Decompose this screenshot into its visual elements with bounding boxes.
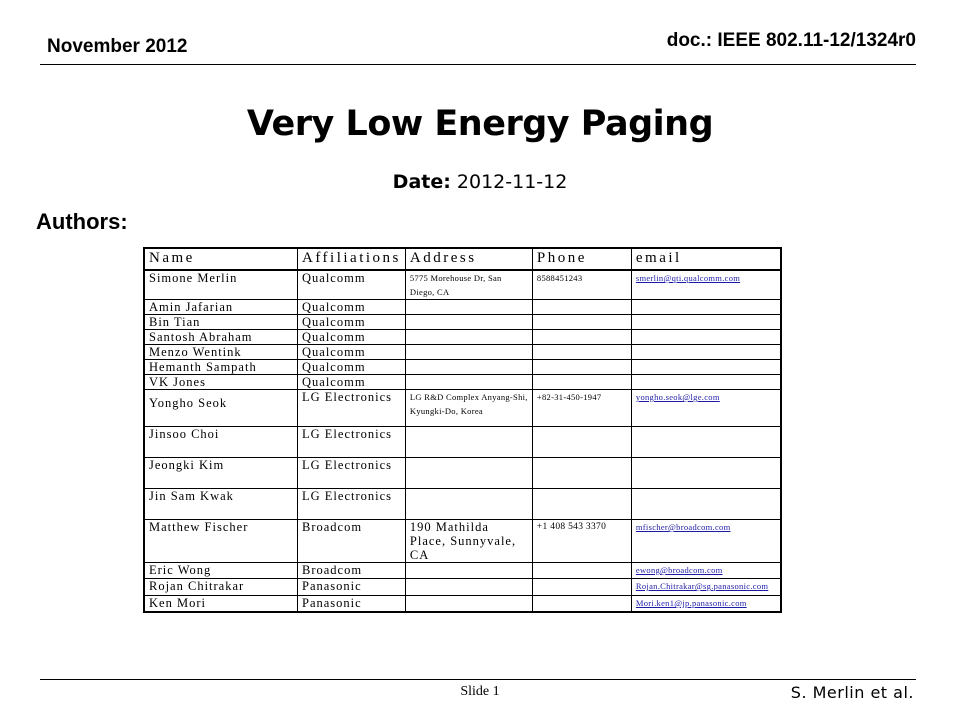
- author-email: [631, 300, 781, 315]
- author-address: [405, 345, 532, 360]
- table-row: [144, 315, 781, 330]
- author-affiliation: LG Electronics: [298, 427, 406, 458]
- date-value: 2012-11-12: [456, 171, 568, 193]
- author-email: [631, 345, 781, 360]
- column-header-phone: Phone: [532, 248, 631, 270]
- author-email: [631, 427, 781, 458]
- author-affiliation: LG Electronics: [298, 390, 406, 427]
- author-name: Ken Mori: [144, 596, 298, 613]
- email-link[interactable]: yongho.seok@lge.com: [635, 392, 720, 402]
- table-row: [144, 300, 781, 315]
- author-address: [405, 579, 532, 596]
- header-divider: [40, 64, 916, 65]
- table-row: [144, 458, 781, 489]
- author-affiliation: Panasonic: [298, 579, 406, 596]
- author-affiliation: Qualcomm: [298, 270, 406, 300]
- authors-table: [143, 247, 782, 613]
- email-link[interactable]: ewong@broadcom.com: [635, 565, 723, 575]
- date-label: Date:: [392, 171, 451, 193]
- author-address: [405, 360, 532, 375]
- table-row: [144, 390, 781, 427]
- column-header-address: Address: [405, 248, 532, 270]
- author-address: [405, 300, 532, 315]
- author-name: Simone Merlin: [144, 270, 298, 300]
- table-row: [144, 596, 781, 613]
- author-address: [405, 489, 532, 520]
- author-address: [405, 315, 532, 330]
- author-email: [631, 520, 781, 563]
- table-row: [144, 330, 781, 345]
- footer-divider: [40, 679, 916, 680]
- author-name: Santosh Abraham: [144, 330, 298, 345]
- slide-title: Very Low Energy Paging: [246, 104, 714, 144]
- author-email: [631, 270, 781, 300]
- author-address: 190 Mathilda Place, Sunnyvale, CA: [405, 520, 532, 563]
- author-address: 5775 Morehouse Dr, San Diego, CA: [405, 270, 532, 300]
- author-phone: [532, 489, 631, 520]
- author-name: Jinsoo Choi: [144, 427, 298, 458]
- author-affiliation: Qualcomm: [298, 315, 406, 330]
- table-header-row: [144, 248, 781, 270]
- author-phone: [532, 375, 631, 390]
- author-name: Eric Wong: [144, 563, 298, 579]
- author-email: [631, 458, 781, 489]
- author-phone: +82-31-450-1947: [532, 390, 631, 427]
- author-address: [405, 427, 532, 458]
- header-date: November 2012: [47, 36, 188, 57]
- table-row: [144, 360, 781, 375]
- author-affiliation: LG Electronics: [298, 489, 406, 520]
- author-name: Hemanth Sampath: [144, 360, 298, 375]
- author-name: Rojan Chitrakar: [144, 579, 298, 596]
- author-phone: 8588451243: [532, 270, 631, 300]
- author-phone: +1 408 543 3370: [532, 520, 631, 563]
- author-email: [631, 375, 781, 390]
- column-header-email: email: [631, 248, 781, 270]
- document-id: doc.: IEEE 802.11-12/1324r0: [666, 30, 916, 51]
- author-phone: [532, 596, 631, 613]
- author-name: Matthew Fischer: [144, 520, 298, 563]
- author-affiliation: Qualcomm: [298, 360, 406, 375]
- table-row: [144, 563, 781, 579]
- author-name: Bin Tian: [144, 315, 298, 330]
- author-phone: [532, 300, 631, 315]
- author-phone: [532, 315, 631, 330]
- author-affiliation: Panasonic: [298, 596, 406, 613]
- author-name: Yongho Seok: [144, 390, 298, 427]
- author-address: [405, 458, 532, 489]
- authors-label: Authors:: [36, 209, 128, 234]
- author-phone: [532, 563, 631, 579]
- author-affiliation: Qualcomm: [298, 375, 406, 390]
- author-email: [631, 596, 781, 613]
- author-email: [631, 390, 781, 427]
- author-name: Jeongki Kim: [144, 458, 298, 489]
- table-row: [144, 270, 781, 300]
- author-phone: [532, 345, 631, 360]
- author-address: LG R&D Complex Anyang-Shi, Kyungki-Do, Korea: [405, 390, 532, 427]
- author-email: [631, 489, 781, 520]
- author-address: [405, 330, 532, 345]
- author-address: [405, 375, 532, 390]
- author-email: [631, 360, 781, 375]
- author-affiliation: Qualcomm: [298, 330, 406, 345]
- slide-number: Slide 1: [460, 684, 500, 699]
- column-header-name: Name: [144, 248, 298, 270]
- date-line: [0, 171, 960, 193]
- table-row: [144, 520, 781, 563]
- author-affiliation: LG Electronics: [298, 458, 406, 489]
- author-address: [405, 596, 532, 613]
- author-email: [631, 563, 781, 579]
- author-phone: [532, 330, 631, 345]
- author-email: [631, 330, 781, 345]
- author-phone: [532, 427, 631, 458]
- author-phone: [532, 579, 631, 596]
- table-row: [144, 375, 781, 390]
- email-link[interactable]: smerlin@qti.qualcomm.com: [635, 273, 741, 283]
- email-link[interactable]: Mori.ken1@jp.panasonic.com: [635, 598, 747, 608]
- author-name: VK Jones: [144, 375, 298, 390]
- author-name: Amin Jafarian: [144, 300, 298, 315]
- author-affiliation: Broadcom: [298, 563, 406, 579]
- table-row: [144, 427, 781, 458]
- author-email: [631, 579, 781, 596]
- author-phone: [532, 360, 631, 375]
- table-row: [144, 345, 781, 360]
- table-row: [144, 579, 781, 596]
- author-name: Jin Sam Kwak: [144, 489, 298, 520]
- author-email: [631, 315, 781, 330]
- table-row: [144, 489, 781, 520]
- footer-author: S. Merlin et al.: [790, 683, 914, 702]
- author-affiliation: Qualcomm: [298, 345, 406, 360]
- email-link[interactable]: mfischer@broadcom.com: [635, 522, 731, 532]
- author-address: [405, 563, 532, 579]
- author-affiliation: Broadcom: [298, 520, 406, 563]
- author-name: Menzo Wentink: [144, 345, 298, 360]
- author-affiliation: Qualcomm: [298, 300, 406, 315]
- column-header-affiliations: Affiliations: [298, 248, 406, 270]
- author-phone: [532, 458, 631, 489]
- email-link[interactable]: Rojan.Chitrakar@sg.panasonic.com: [635, 581, 769, 591]
